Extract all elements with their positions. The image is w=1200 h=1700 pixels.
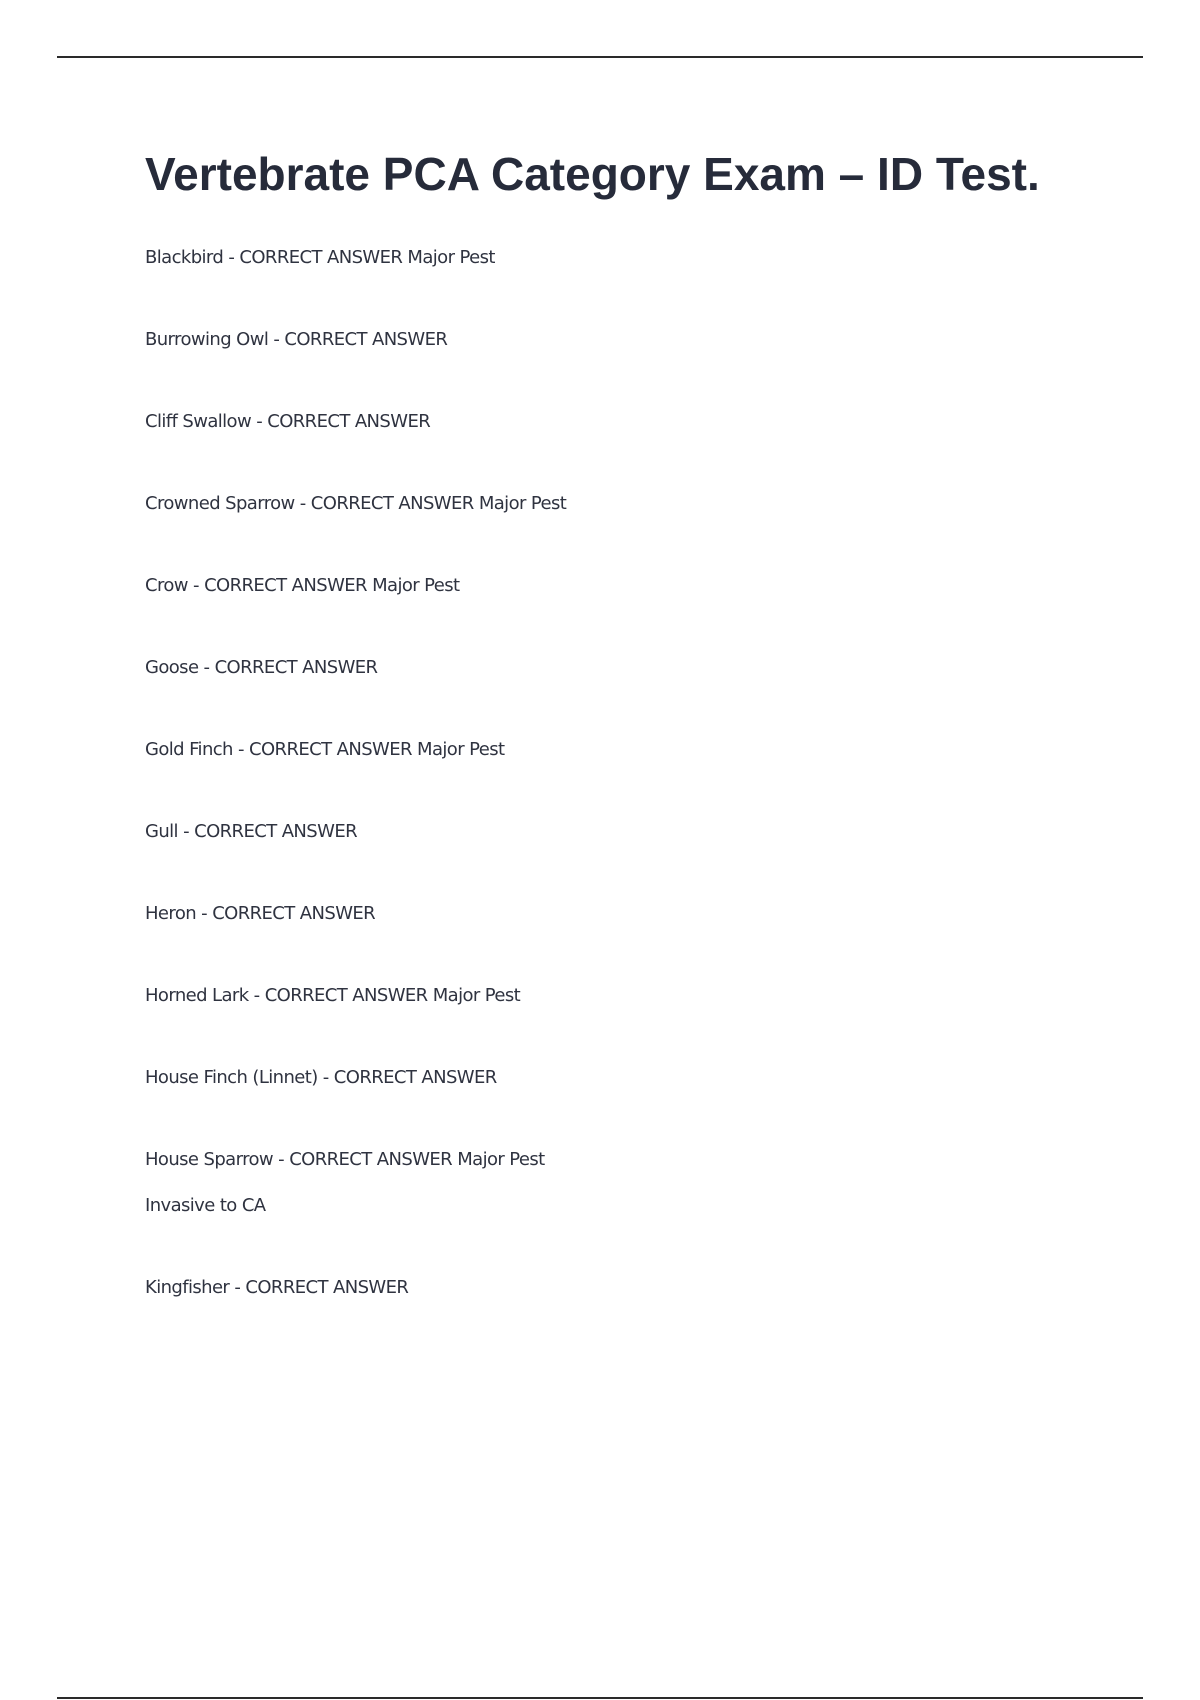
term: Kingfisher bbox=[145, 1277, 230, 1298]
separator: - bbox=[229, 1277, 246, 1298]
term: Goose bbox=[145, 657, 199, 678]
term: House Sparrow bbox=[145, 1149, 274, 1170]
qa-line bbox=[145, 900, 1145, 928]
answer: Major Pest bbox=[372, 575, 460, 596]
term: Horned Lark bbox=[145, 985, 249, 1006]
term: Blackbird bbox=[145, 247, 224, 268]
list-item bbox=[145, 244, 1145, 272]
list-item bbox=[145, 1064, 1145, 1092]
qa-line bbox=[145, 1274, 1145, 1302]
term: Heron bbox=[145, 903, 197, 924]
separator: - bbox=[268, 329, 285, 350]
separator: - bbox=[223, 247, 240, 268]
answer-label: CORRECT ANSWER bbox=[204, 575, 367, 596]
answer: Major Pest bbox=[407, 247, 495, 268]
separator: - bbox=[177, 821, 195, 842]
qa-line bbox=[145, 244, 1145, 272]
separator: - bbox=[232, 739, 250, 760]
term: Crowned Sparrow bbox=[145, 493, 295, 514]
page-title: Vertebrate PCA Category Exam – ID Test. bbox=[145, 148, 1040, 200]
answer-label: CORRECT ANSWER bbox=[239, 247, 403, 268]
qa-line bbox=[145, 326, 1145, 354]
list-item bbox=[145, 1146, 1145, 1220]
qa-line bbox=[145, 818, 1145, 846]
answer-label: CORRECT ANSWER bbox=[264, 985, 428, 1006]
list-item bbox=[145, 326, 1145, 354]
qa-line bbox=[145, 736, 1145, 764]
answer-label: CORRECT ANSWER bbox=[245, 1277, 409, 1298]
answer-label: CORRECT ANSWER bbox=[333, 1067, 497, 1088]
qa-line bbox=[145, 572, 1145, 600]
separator: - bbox=[196, 903, 213, 924]
list-item bbox=[145, 408, 1145, 436]
separator: - bbox=[198, 657, 215, 678]
answer-label: CORRECT ANSWER bbox=[194, 821, 357, 842]
list-item bbox=[145, 490, 1145, 518]
answer-extra: Invasive to CA bbox=[145, 1195, 266, 1216]
qa-line bbox=[145, 1146, 1145, 1174]
top-rule bbox=[57, 56, 1143, 58]
qa-list bbox=[145, 244, 1145, 1356]
answer-label: CORRECT ANSWER bbox=[284, 329, 448, 350]
list-item bbox=[145, 982, 1145, 1010]
answer-label: CORRECT ANSWER bbox=[249, 739, 412, 760]
separator: - bbox=[187, 575, 205, 596]
term: Crow bbox=[145, 575, 188, 596]
qa-line bbox=[145, 490, 1145, 518]
list-item bbox=[145, 818, 1145, 846]
list-item bbox=[145, 736, 1145, 764]
separator: - bbox=[294, 493, 311, 514]
answer: Major Pest bbox=[417, 739, 505, 760]
term: Burrowing Owl bbox=[145, 329, 269, 350]
list-item bbox=[145, 572, 1145, 600]
list-item bbox=[145, 654, 1145, 682]
qa-line bbox=[145, 654, 1145, 682]
answer: Major Pest bbox=[478, 493, 567, 514]
answer-label: CORRECT ANSWER bbox=[267, 411, 431, 432]
qa-line bbox=[145, 1064, 1145, 1092]
separator: - bbox=[317, 1067, 334, 1088]
answer: Major Pest bbox=[432, 985, 521, 1006]
qa-line bbox=[145, 408, 1145, 436]
bottom-rule bbox=[57, 1697, 1143, 1699]
answer-label: CORRECT ANSWER bbox=[310, 493, 474, 514]
answer: Major Pest bbox=[457, 1149, 545, 1170]
answer-label: CORRECT ANSWER bbox=[214, 657, 378, 678]
answer-label: CORRECT ANSWER bbox=[289, 1149, 453, 1170]
qa-line bbox=[145, 982, 1145, 1010]
list-item bbox=[145, 900, 1145, 928]
separator: - bbox=[273, 1149, 290, 1170]
term: Gold Finch bbox=[145, 739, 233, 760]
separator: - bbox=[248, 985, 265, 1006]
separator: - bbox=[251, 411, 268, 432]
answer-label: CORRECT ANSWER bbox=[212, 903, 376, 924]
term: House Finch (Linnet) bbox=[145, 1067, 318, 1088]
list-item bbox=[145, 1274, 1145, 1302]
term: Gull bbox=[145, 821, 178, 842]
term: Cliff Swallow bbox=[145, 411, 252, 432]
